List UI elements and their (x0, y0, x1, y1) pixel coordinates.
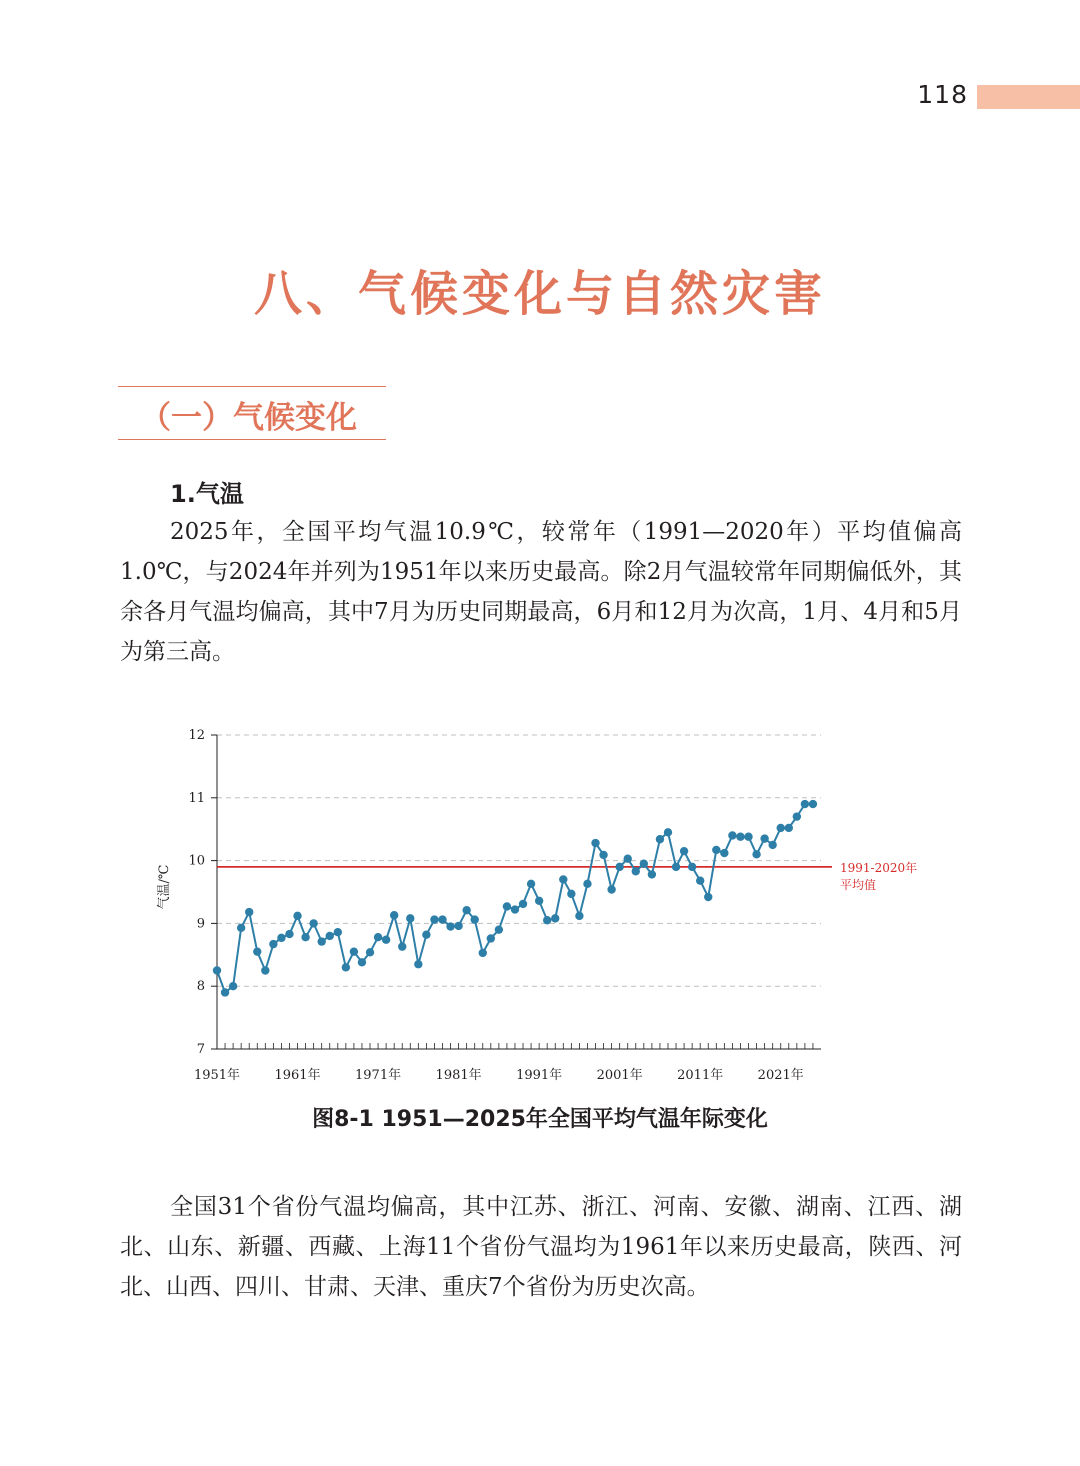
data-point (334, 928, 342, 936)
data-point (245, 908, 253, 916)
body-paragraph-2: 全国31个省份气温均偏高，其中江苏、浙江、河南、安徽、湖南、江西、湖北、山东、新疆、西藏、上海11个省份气温均为1961年以来历史最高，陕西、河北、山西、四川、甘肃、天津、重庆7个省份为历史次高。 (120, 1194, 962, 1300)
temperature-series-line (217, 804, 813, 992)
data-point (551, 914, 559, 922)
x-tick-label: 1951年 (193, 1068, 241, 1083)
data-point (414, 960, 422, 968)
reference-line-label: 1991-2020年 (840, 860, 918, 875)
data-point (374, 933, 382, 941)
data-point (712, 846, 720, 854)
data-point (446, 922, 454, 930)
data-point (358, 958, 366, 966)
data-point (261, 966, 269, 974)
data-point (301, 933, 309, 941)
data-point (511, 905, 519, 913)
data-point (350, 947, 358, 955)
y-tick-label: 9 (196, 916, 205, 932)
data-point (213, 966, 221, 974)
x-tick-label: 2001年 (596, 1068, 643, 1083)
x-tick-label: 2021年 (757, 1068, 804, 1083)
data-point (462, 906, 470, 914)
data-point (736, 833, 744, 841)
reference-line-label: 平均值 (840, 877, 877, 892)
y-tick-label: 11 (188, 790, 205, 806)
section-title: （一）气候变化 (140, 400, 357, 436)
data-point (760, 834, 768, 842)
data-point (253, 947, 261, 955)
data-point (599, 851, 607, 859)
data-point (454, 922, 462, 930)
temperature-points (213, 800, 817, 997)
data-point (535, 897, 543, 905)
data-point (793, 812, 801, 820)
data-point (406, 914, 414, 922)
data-point (390, 911, 398, 919)
data-point (438, 915, 446, 923)
data-point (728, 831, 736, 839)
data-point (809, 800, 817, 808)
data-point (704, 893, 712, 901)
data-point (591, 839, 599, 847)
data-point (269, 940, 277, 948)
data-point (672, 863, 680, 871)
figure-caption: 图8-1 1951—2025年全国平均气温年际变化 (312, 1107, 768, 1132)
data-point (777, 824, 785, 832)
data-point (309, 919, 317, 927)
x-tick-label: 2011年 (677, 1068, 724, 1083)
x-tick-labels (194, 1067, 804, 1083)
data-point (640, 860, 648, 868)
x-tick-label: 1991年 (516, 1068, 563, 1083)
y-tick-label: 10 (188, 853, 205, 869)
x-tick-label: 1961年 (274, 1068, 321, 1083)
data-point (632, 867, 640, 875)
y-tick-label: 7 (196, 1042, 205, 1057)
data-point (366, 948, 374, 956)
data-point (277, 934, 285, 942)
data-point (285, 930, 293, 938)
data-point (422, 931, 430, 939)
data-point (519, 900, 527, 908)
data-point (382, 936, 390, 944)
data-point (664, 828, 672, 836)
data-point (317, 937, 325, 945)
page-tab-decoration (977, 85, 1080, 109)
data-point (567, 890, 575, 898)
data-point (752, 850, 760, 858)
data-point (430, 915, 438, 923)
data-point (720, 849, 728, 857)
data-point (648, 870, 656, 878)
data-point (744, 833, 752, 841)
data-point (575, 912, 583, 920)
axes (211, 735, 821, 1049)
data-point (342, 963, 350, 971)
data-point (495, 925, 503, 933)
y-tick-label: 12 (188, 728, 205, 743)
data-point (229, 982, 237, 990)
data-point (607, 885, 615, 893)
data-point (326, 932, 334, 940)
y-axis-label: 气温/℃ (157, 864, 172, 910)
data-point (487, 934, 495, 942)
temperature-line-chart (0, 700, 1080, 1100)
x-tick-label: 1971年 (355, 1068, 402, 1083)
data-point (559, 875, 567, 883)
data-point (615, 863, 623, 871)
data-point (768, 841, 776, 849)
data-point (471, 915, 479, 923)
x-tick-label: 1981年 (435, 1068, 482, 1083)
data-point (801, 800, 809, 808)
chapter-title: 八、气候变化与自然灾害 (253, 266, 826, 322)
sub-heading: 1.气温 (170, 480, 244, 508)
data-point (680, 847, 688, 855)
data-point (688, 863, 696, 871)
data-point (237, 924, 245, 932)
data-point (696, 876, 704, 884)
y-tick-labels (188, 728, 205, 1057)
data-point (543, 916, 551, 924)
data-point (293, 912, 301, 920)
data-point (221, 988, 229, 996)
data-point (398, 942, 406, 950)
grid-lines (217, 735, 821, 986)
data-point (527, 880, 535, 888)
data-point (656, 835, 664, 843)
y-tick-label: 8 (196, 979, 205, 995)
data-point (479, 949, 487, 957)
body-paragraph-1: 2025年，全国平均气温10.9℃，较常年（1991—2020年）平均值偏高1.0℃，与2024年并列为1951年以来历史最高。除2月气温较常年同期偏低外，其余各月气温均偏高，其中7月为历史同期最高，6月和12月为次高，1月、4月和5月为第三高。 (120, 519, 962, 665)
data-point (624, 855, 632, 863)
page-number: 118 (917, 80, 968, 109)
data-point (503, 902, 511, 910)
data-point (583, 880, 591, 888)
data-point (785, 824, 793, 832)
